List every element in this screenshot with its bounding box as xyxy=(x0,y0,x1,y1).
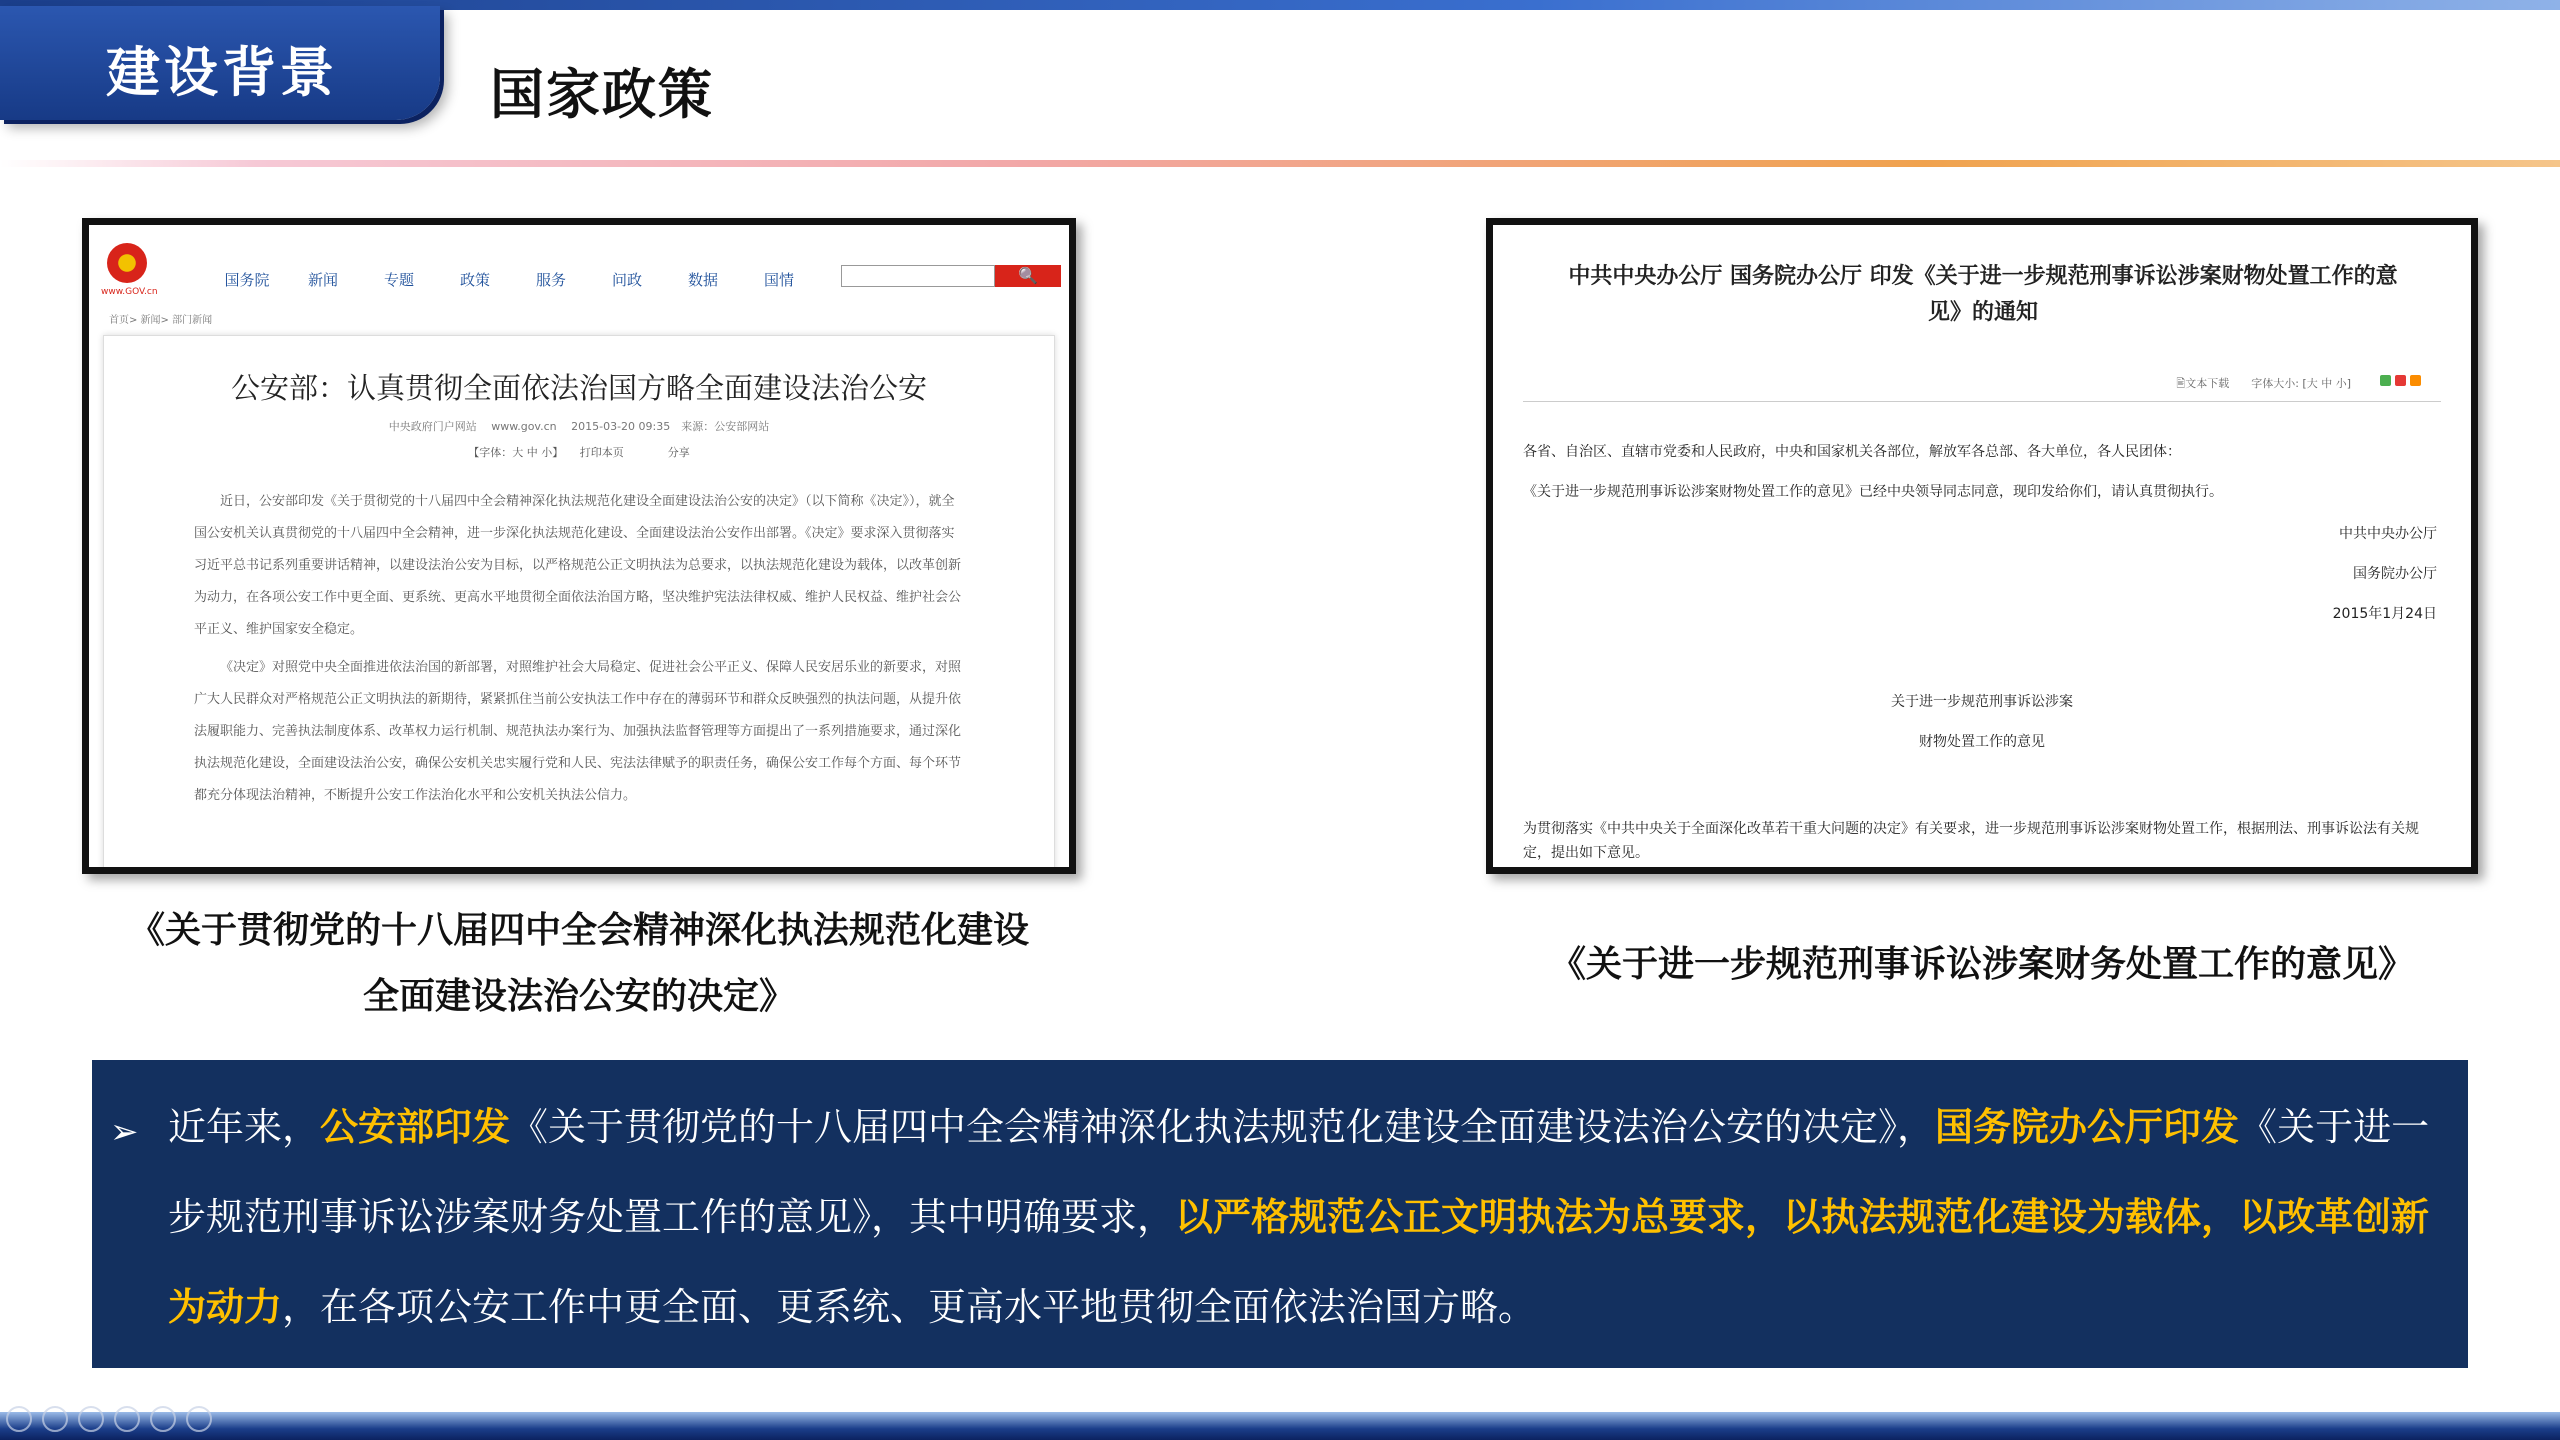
weibo-icon xyxy=(2395,375,2406,386)
notice-date: 2015年1月24日 xyxy=(2332,606,2437,622)
notice-title: 中共中央办公厅 国务院办公厅 印发《关于进一步规范刑事诉讼涉案财物处置工作的意见》的通知 xyxy=(1568,264,2398,325)
summary-highlight: 公安部印发 xyxy=(320,1105,511,1149)
page-title: 国家政策 xyxy=(490,63,714,126)
site-nav xyxy=(209,269,817,290)
gov-site-header xyxy=(89,225,1069,305)
zoom-icon[interactable] xyxy=(150,1406,176,1432)
opinion-subtitle: 关于进一步规范刑事诉讼涉案 xyxy=(1891,694,2073,710)
notice-document-screenshot xyxy=(1486,218,2478,874)
article-title: 公安部：认真贯彻全面依法治国方略全面建设法治公安 xyxy=(230,371,927,405)
article-paragraph: 《决定》对照党中央全面推进依法治国的新部署，对照维护社会大局稳定、促进社会公平正义、保障人民安居乐业的新要求，对照广大人民群众对严格规范公正文明执法的新期待，紧紧抓住当前公安执法工作中存在的薄弱环节和群众反映强烈的执法问题，从提升依法履职能力、完善执法制度体系、改革权力运行机制、规范执法办案行为、加强执法监督管理等方面提出了一系列措施要求，通过深化执法规范化建设，全面建设法治公安，确保公安机关忠实履行党和人民、宪法法律赋予的职责任务，确保公安工作每个方面、每个环节都充分体现法治精神，不断提升公安工作法治化水平和公安机关执法公信力。 xyxy=(194,660,962,803)
summary-highlight: 国务院办公厅印发 xyxy=(1935,1105,2240,1149)
summary-highlight: 以严格规范公正文明执法为总要求，以执法规范化建设为载体，以改革创新为动力 xyxy=(168,1195,2430,1329)
title-divider xyxy=(0,160,2560,167)
article-panel xyxy=(103,335,1055,874)
nav-item: 问政 xyxy=(611,271,642,289)
left-caption-line: 全面建设法治公安的决定》 xyxy=(362,976,795,1017)
slide-controls xyxy=(6,1406,212,1432)
breadcrumb: 首页> 新闻> 部门新闻 xyxy=(109,315,213,326)
bullet-arrow-icon: ➢ xyxy=(110,1112,139,1152)
nav-item: 国务院 xyxy=(224,271,270,289)
notice-signature: 中共中央办公厅 xyxy=(2339,526,2437,542)
summary-segment: ，在各项公安工作中更全面、更系统、更高水平地贯彻全面依法治国方略。 xyxy=(282,1285,1537,1329)
notice-signature: 国务院办公厅 xyxy=(2353,566,2437,582)
more-options-icon[interactable] xyxy=(186,1406,212,1432)
summary-segment: 《关于贯彻党的十八届四中全会精神深化执法规范化建设全面建设法治公安的决定》， xyxy=(510,1105,1936,1149)
notice-body: 《关于进一步规范刑事诉讼涉案财物处置工作的意见》已经中央领导同志同意，现印发给你们，请认真贯彻执行。 xyxy=(1523,484,2223,500)
next-slide-icon[interactable] xyxy=(42,1406,68,1432)
notice-addressee: 各省、自治区、直辖市党委和人民政府，中央和国家机关各部位，解放军各总部、各大单位，各人民团体： xyxy=(1523,444,2181,460)
notice-divider xyxy=(1523,401,2441,402)
share-icons xyxy=(2380,375,2421,386)
nav-item: 数据 xyxy=(687,271,718,289)
nav-item: 服务 xyxy=(535,271,566,289)
opinion-intro: 为贯彻落实《中共中央关于全面深化改革若干重大问题的决定》有关要求，进一步规范刑事诉讼涉案财物处置工作，根据刑法、刑事诉讼法有关规定，提出如下意见。 xyxy=(1523,821,2419,861)
search-icon: 🔍 xyxy=(995,265,1061,287)
section-tab-label: 建设背景 xyxy=(106,41,338,104)
section-tab xyxy=(0,6,440,120)
site-logo-text: www.GOV.cn xyxy=(101,287,158,297)
nav-item: 国情 xyxy=(763,271,794,289)
summary-box xyxy=(92,1060,2468,1368)
pen-icon[interactable] xyxy=(78,1406,104,1432)
nav-item: 政策 xyxy=(459,271,490,289)
article-tools: 【字体：大 中 小】 打印本页 分享 xyxy=(468,446,690,459)
notice-tools: 🖹文本下载 字体大小: [大 中 小] xyxy=(2176,377,2351,390)
share-icon xyxy=(2410,375,2421,386)
article-body xyxy=(194,486,964,818)
opinion-subtitle: 财物处置工作的意见 xyxy=(1919,734,2045,750)
summary-segment: 近年来， xyxy=(168,1105,321,1149)
article-paragraph: 近日，公安部印发《关于贯彻党的十八届四中全会精神深化执法规范化建设全面建设法治公安的决定》（以下简称《决定》），就全国公安机关认真贯彻党的十八届四中全会精神，进一步深化执法规范化建设、全面建设法治公安作出部署。《决定》要求深入贯彻落实习近平总书记系列重要讲话精神，以建设法治公安为目标，以严格规范公正文明执法为总要求，以执法规范化建设为载体，以改革创新为动力，在各项公安工作中更全面、更系统、更高水平地贯彻全面依法治国方略，坚决维护宪法法律权威、维护人民权益、维护社会公平正义、维护国家安全稳定。 xyxy=(194,494,962,637)
right-caption: 《关于进一步规范刑事诉讼涉案财务处置工作的意见》 xyxy=(1549,944,2414,985)
national-emblem-icon xyxy=(107,243,147,283)
summary-text xyxy=(168,1082,2444,1352)
summary-segment: 《关于进一步规范刑事诉讼涉案财务处置工作的意见》，其中明确要求， xyxy=(168,1105,2430,1239)
gov-website-screenshot xyxy=(82,218,1076,874)
slides-grid-icon[interactable] xyxy=(114,1406,140,1432)
bottom-accent-bar xyxy=(0,1412,2560,1440)
site-search-input xyxy=(841,265,995,287)
nav-item: 专题 xyxy=(383,271,414,289)
left-caption-line: 《关于贯彻党的十八届四中全会精神深化执法规范化建设 xyxy=(128,910,1029,951)
nav-item: 新闻 xyxy=(307,271,338,289)
wechat-icon xyxy=(2380,375,2391,386)
article-meta: 中央政府门户网站 www.gov.cn 2015-03-20 09:35 来源：公安部网站 xyxy=(388,420,770,433)
left-caption xyxy=(82,898,1076,1030)
prev-slide-icon[interactable] xyxy=(6,1406,32,1432)
